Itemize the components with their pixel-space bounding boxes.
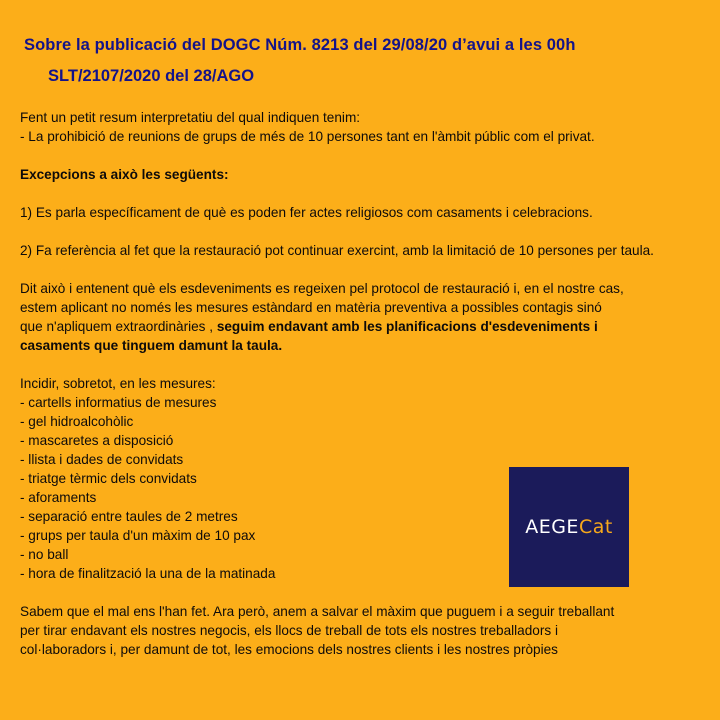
exception-item: 2) Fa referència al fet que la restauració pot continuar exercint, amb la limitació de 10 persones per taula. (20, 243, 654, 258)
page-subtitle: SLT/2107/2020 del 28/AGO (48, 67, 255, 85)
paragraph-line (20, 317, 710, 336)
closing-line: Sabem que el mal ens l'han fet. Ara però, anem a salvar el màxim que puguem i a seguir treballant (20, 604, 615, 619)
exception-item: 1) Es parla específicament de què es poden fer actes religiosos com casaments i celebracions. (20, 205, 593, 220)
measure-item: - mascaretes a disposició (20, 433, 174, 448)
page-title: Sobre la publicació del DOGC Núm. 8213 del 29/08/20 d’avui a les 00h (24, 36, 576, 54)
logo-text-aege: AEGE (525, 516, 579, 538)
intro-line: - La prohibició de reunions de grups de més de 10 persones tant en l'àmbit públic com el privat. (20, 129, 595, 144)
measure-item: - hora de finalització la una de la matinada (20, 566, 276, 581)
logo-text (525, 516, 613, 538)
logo-text-cat: Cat (578, 516, 613, 538)
measure-item: - llista i dades de convidats (20, 452, 184, 467)
measures-heading: Incidir, sobretot, en les mesures: (20, 376, 216, 391)
aegecat-logo (509, 467, 629, 587)
closing-line: per tirar endavant els nostres negocis, els llocs de treball de tots els nostres treballadors i (20, 623, 558, 638)
measure-item: - cartells informatius de mesures (20, 395, 217, 410)
intro-line: Fent un petit resum interpretatiu del qual indiquen tenim: (20, 110, 361, 125)
paragraph-line: Dit això i entenent què els esdeveniments es regeixen pel protocol de restauració i, en el nostre cas, (20, 281, 624, 296)
exceptions-heading: Excepcions a això les següents: (20, 167, 229, 182)
measure-item: - gel hidroalcohòlic (20, 414, 134, 429)
measure-item: - grups per taula d'un màxim de 10 pax (20, 528, 256, 543)
closing-line: col·laboradors i, per damunt de tot, les emocions dels nostres clients i les nostres pròpies (20, 642, 558, 657)
paragraph-line: estem aplicant no només les mesures estàndard en matèria preventiva a possibles contagis sinó (20, 300, 602, 315)
measure-item: - no ball (20, 547, 69, 562)
measure-item: - triatge tèrmic dels convidats (20, 471, 197, 486)
paragraph-bold-line: casaments que tinguem damunt la taula. (20, 338, 283, 353)
paragraph-bold-text: seguim endavant amb les planificacions d'esdeveniments i (216, 319, 598, 334)
measure-item: - separació entre taules de 2 metres (20, 509, 238, 524)
paragraph-plain-text: que n'apliquem extraordinàries , (20, 319, 217, 334)
measure-item: - aforaments (20, 490, 97, 505)
